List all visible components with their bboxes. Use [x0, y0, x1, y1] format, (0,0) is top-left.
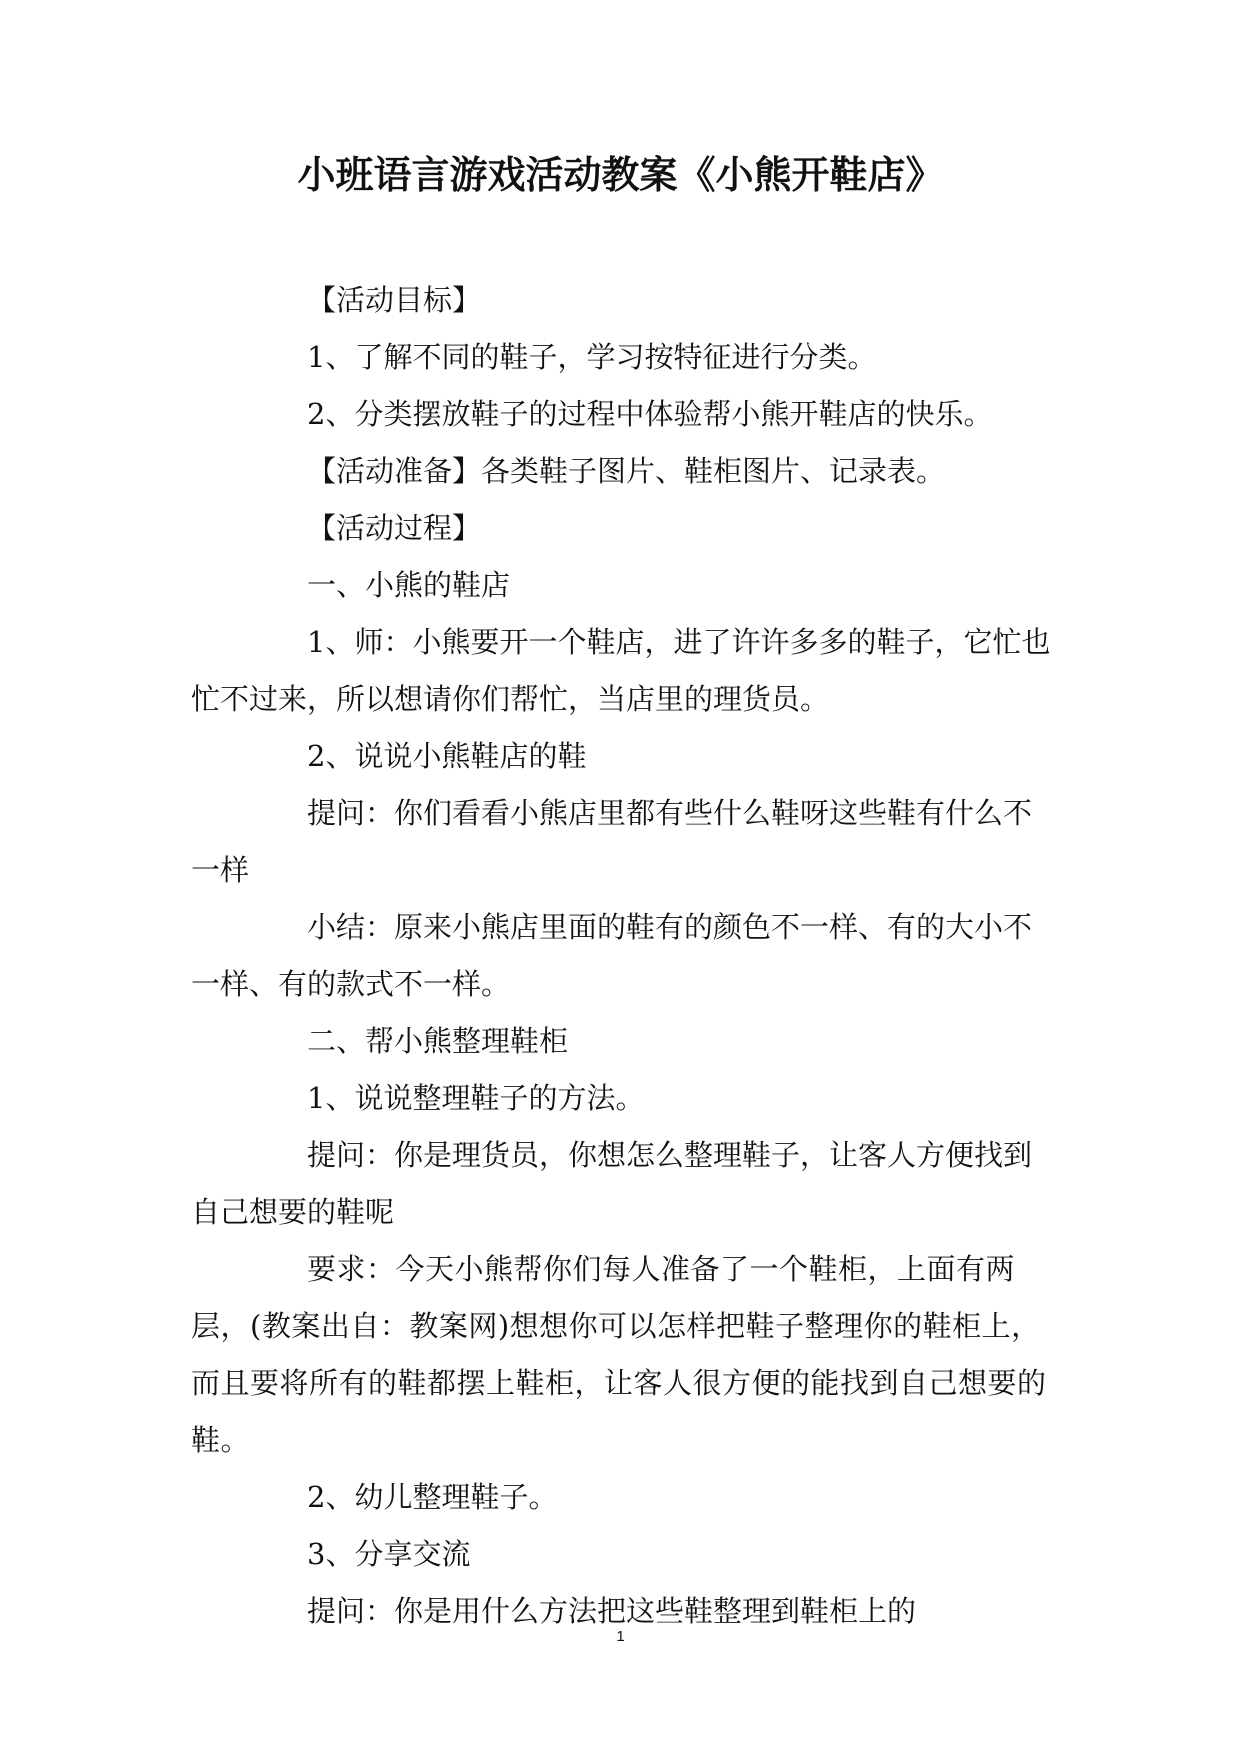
process-paragraph: 小结：原来小熊店里面的鞋有的颜色不一样、有的大小不一样、有的款式不一样。 [191, 910, 1033, 1001]
process-step-heading: 二、帮小熊整理鞋柜 [307, 1024, 569, 1058]
process-paragraph: 1、师：小熊要开一个鞋店，进了许许多多的鞋子，它忙也忙不过来，所以想请你们帮忙，当店里的理货员。 [191, 625, 1051, 716]
goal-item: 1、了解不同的鞋子，学习按特征进行分类。 [307, 340, 877, 374]
section-heading-goals: 【活动目标】 [307, 283, 482, 317]
process-paragraph: 2、说说小熊鞋店的鞋 [307, 739, 587, 773]
section-heading-preparation: 【活动准备】各类鞋子图片、鞋柜图片、记录表。 [307, 454, 946, 488]
process-paragraph: 2、幼儿整理鞋子。 [307, 1480, 558, 1514]
process-paragraph: 提问：你是理货员，你想怎么整理鞋子，让客人方便找到自己想要的鞋呢 [191, 1138, 1033, 1229]
process-paragraph: 3、分享交流 [307, 1537, 471, 1571]
process-paragraph: 提问：你是用什么方法把这些鞋整理到鞋柜上的 [307, 1594, 917, 1628]
process-paragraph: 1、说说整理鞋子的方法。 [307, 1081, 645, 1115]
process-paragraph: 提问：你们看看小熊店里都有些什么鞋呀这些鞋有什么不一样 [191, 796, 1033, 887]
process-paragraph: 要求：今天小熊帮你们每人准备了一个鞋柜，上面有两层，(教案出自：教案网)想想你可以怎样把鞋子整理你的鞋柜上，而且要将所有的鞋都摆上鞋柜，让客人很方便的能找到自己想要的鞋。 [191, 1252, 1047, 1457]
document-title: 小班语言游戏活动教案《小熊开鞋店》 [297, 152, 944, 197]
goal-item: 2、分类摆放鞋子的过程中体验帮小熊开鞋店的快乐。 [307, 397, 993, 431]
page-number: 1 [616, 1628, 625, 1645]
section-heading-process: 【活动过程】 [307, 511, 482, 545]
process-step-heading: 一、小熊的鞋店 [307, 568, 511, 602]
document-body [191, 272, 1057, 1640]
